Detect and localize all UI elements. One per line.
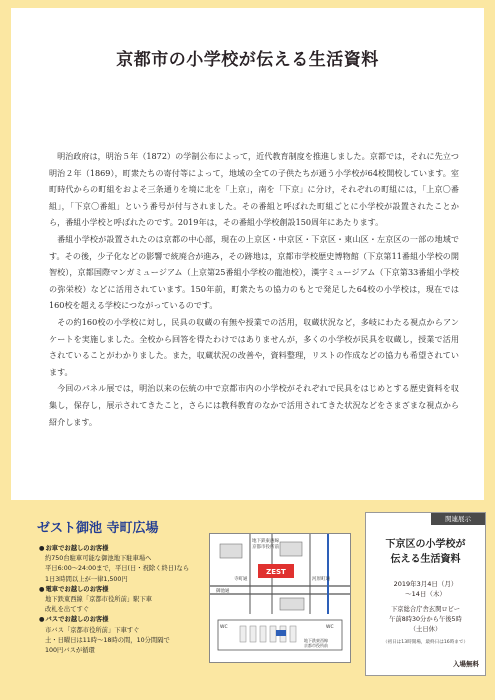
- related-date-line: ～14日（木）: [405, 590, 446, 598]
- train-access-line: 地下鉄東西線「京都市役所前」駅下車: [45, 596, 153, 604]
- access-map-graphic: [210, 534, 350, 662]
- venue-info: [27, 514, 353, 668]
- venue-highlight: [276, 630, 286, 636]
- train-access-line: 改札を出てすぐ: [45, 606, 90, 614]
- car-access-line: 約750台駐車可能な御池地下駐車場へ: [45, 555, 152, 563]
- train-access-heading: ● 電車でお越しのお客様: [39, 585, 209, 595]
- bus-access-heading: ● バスでお越しのお客様: [39, 615, 209, 625]
- paragraph: 番組小学校が設置されたのは京都の中心部，現在の上京区・中京区・下京区・東山区・左京区の一部の地域です。その後，少子化などの影響で統廃合が進み，その跡地は，京都市学校歴史博物館（下京第11番組小学校の開智校），京都国際マンガミュージアム（上京第25番組小学校の龍池校），漢字ミュージアム（下京第33番組小学校の弥栄校）などに活用されています。150年前，町衆たちの協力のもとで発足した64校の小学校は，現在では160校を超える学校につながっているのです。: [49, 233, 459, 311]
- car-access-line: 1日3時間以上が一律1,500円: [45, 575, 128, 583]
- bus-access-line: 市バス「京都市役所前」下車すぐ: [45, 626, 140, 634]
- venue-name: ゼスト御池 寺町広場: [37, 521, 159, 536]
- car-access-line: 平日6:00～24:00まで，平日(日・祝除く終日)なら: [45, 565, 190, 573]
- related-place-line: 下京総合庁舎玄関ロビー: [390, 606, 460, 613]
- bus-access-line: 100円バスが循環: [45, 647, 95, 655]
- map-label: ZEST: [266, 568, 286, 576]
- related-date-line: 2019年3月4日（月）: [393, 580, 458, 588]
- related-tag: 関連展示: [431, 513, 485, 525]
- map-label: WC: [326, 625, 334, 630]
- map-label: 京都市役所前: [304, 643, 328, 648]
- page-title: 京都市の小学校が伝える生活資料: [116, 50, 379, 70]
- map-label: WC: [220, 625, 228, 630]
- main-panel: [11, 8, 484, 500]
- related-title-line: 下京区の小学校が: [385, 539, 466, 550]
- paragraph: その約160校の小学校に対し，民具の収蔵の有無や授業での活用，収蔵状況など，多岐にわたる視点からアンケートを実施しました。全校から回答を得たわけではありませんが，多くの小学校が民具を収蔵し，授業で活用されていることがわかりました。また，収蔵状況の改善や，資料整理，リストの作成などの協力も希望されています。: [49, 316, 459, 377]
- map-label: 地下鉄東西線: [252, 539, 279, 544]
- bus-access-line: 土・日曜日は11時～18時の間，10分間隔で: [45, 636, 170, 644]
- shop-blocks: [240, 626, 296, 642]
- access-map: [209, 533, 351, 663]
- map-label: 河原町通: [312, 577, 330, 582]
- paragraph: 明治政府は，明治５年（1872）の学制公布によって，近代教育制度を推進しました。京都では，それに先立つ明治２年（1869），町衆たちの寄付等によって，地域の全ての子供たちが通う小学校が64校開校しています。室町時代からの町組をおよそ三条通りを境に北を「上京」，南を「下京」に分け，それぞれの町組には，「上京〇番組」，「下京〇番組」という番号が付与されました。その番組と呼ばれた町組ごとに小学校が設置されたことから，番組小学校と呼ばれたのです。2019年は，その番組小学校創設150周年にあたります。: [49, 151, 459, 228]
- map-label: 寺町通: [234, 577, 248, 582]
- map-building: [280, 598, 304, 610]
- map-building: [220, 544, 242, 558]
- map-label: 地下鉄東西線: [304, 638, 328, 643]
- related-place-line: （土日休）: [409, 626, 442, 633]
- related-place-line: 午前8時30分から午後5時: [389, 616, 462, 623]
- body-text: [49, 148, 459, 430]
- related-title: [366, 537, 485, 567]
- paragraph: 今回のパネル展では，明治以来の伝統の中で京都市内の小学校がそれぞれで民具をはじめとする歴史資料を収集し，保存し，展示されてきたこと，さらには教科教育のなかで活用されてきた状況などをさまざまな視点から紹介します。: [49, 383, 459, 427]
- car-access-heading: ● お車でお越しのお客様: [39, 544, 209, 554]
- access-info: [39, 544, 209, 656]
- map-building: [280, 542, 302, 556]
- related-date: [366, 579, 485, 599]
- related-exhibition: [365, 512, 486, 676]
- map-label: 御池通: [216, 589, 230, 594]
- related-title-line: 伝える生活資料: [390, 554, 461, 565]
- map-label: 京都市役所前: [252, 545, 279, 550]
- related-place: [366, 605, 485, 635]
- admission-fee: 入場無料: [453, 660, 479, 668]
- related-note: （初日は13時開場，最終日は16時まで）: [382, 640, 469, 645]
